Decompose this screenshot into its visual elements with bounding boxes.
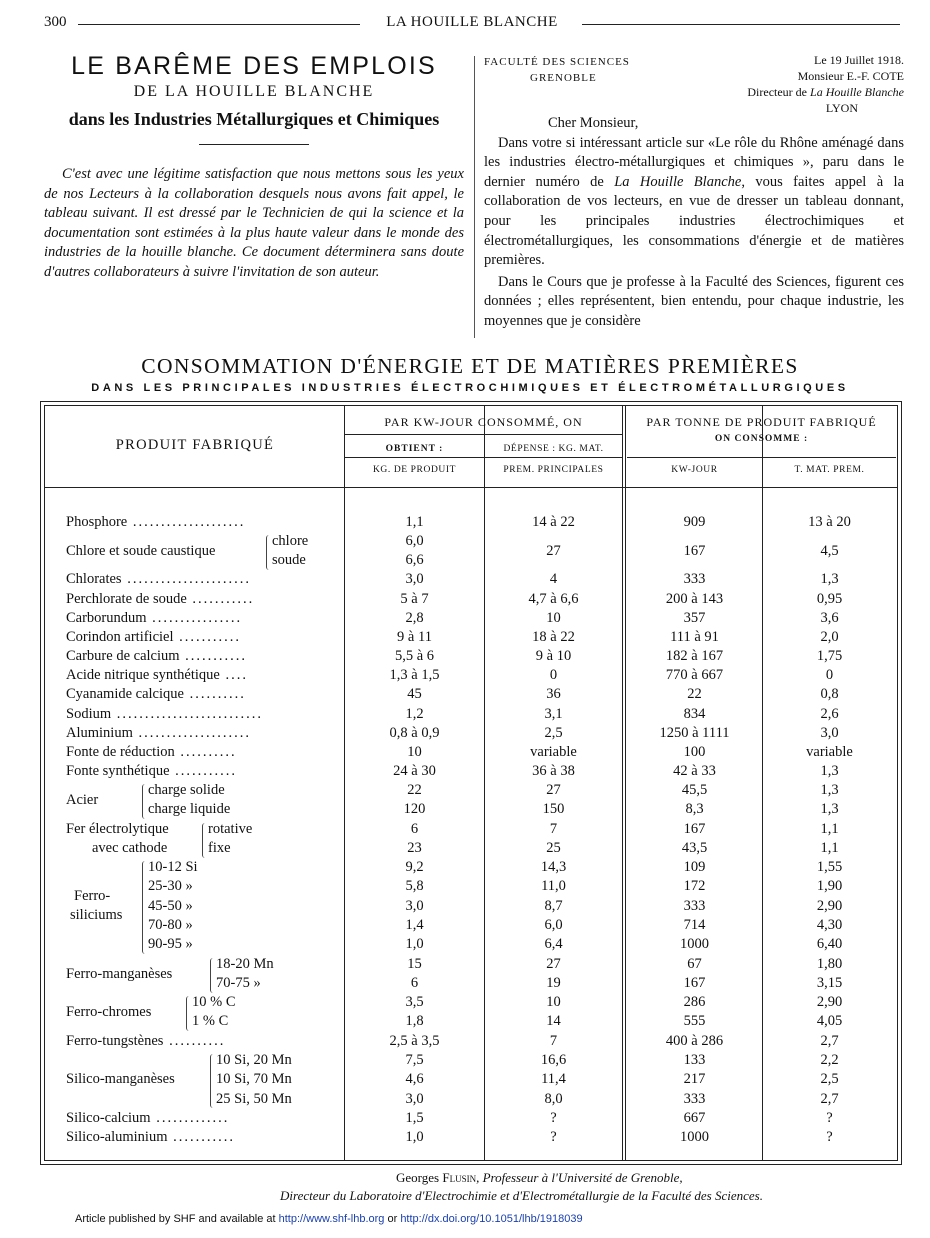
product-name — [66, 667, 248, 684]
cell-mat: 27 — [546, 542, 561, 559]
cell-mat: 6,0 — [544, 916, 563, 933]
product-label: Carborundum — [66, 610, 147, 626]
consumption-table — [40, 401, 902, 1165]
article-column — [44, 52, 464, 283]
product-name — [66, 571, 251, 588]
cell-mat: 25 — [546, 840, 561, 857]
cell-kwj: 8,3 — [685, 801, 704, 818]
cell-tmat: 1,1 — [820, 821, 839, 837]
table-title: CONSOMMATION D'ÉNERGIE ET DE MATIÈRES PREMIÈRES — [141, 354, 799, 378]
recipient-journal: La Houille Blanche — [810, 85, 904, 99]
letter-date: Le 19 Juillet 1918. — [814, 53, 904, 67]
cell-kwj: 1250 à 1111 — [659, 725, 730, 741]
cell-mat: 6,4 — [544, 936, 563, 953]
cell-tmat: 2,7 — [820, 1090, 839, 1107]
table-row — [40, 591, 896, 610]
cell-kwj: 400 à 286 — [665, 1033, 724, 1049]
cell-tmat: 2,2 — [820, 1052, 839, 1068]
table-row — [40, 571, 896, 590]
product-name — [66, 591, 254, 608]
cell-kwj: 167 — [683, 821, 706, 837]
cell-kg: 4,6 — [405, 1071, 424, 1088]
cell-tmat: 0,95 — [816, 591, 843, 607]
table-row — [40, 686, 896, 705]
cell-mat: 19 — [546, 975, 561, 992]
cell-tmat: 2,5 — [820, 1071, 839, 1088]
product-label: Silico-calcium — [66, 1110, 151, 1126]
cell-kwj: 200 à 143 — [665, 591, 724, 607]
header-g1c2-a: DÉPENSE : KG. MAT. — [503, 444, 604, 454]
cell-kg: 24 à 30 — [393, 763, 436, 779]
leader-dots: ............. — [150, 1110, 230, 1126]
sub-label: 10-12 Si — [148, 859, 198, 875]
cell-kwj: 111 à 91 — [670, 629, 719, 645]
cell-tmat: 1,3 — [820, 801, 839, 818]
cell-kwj: 167 — [683, 975, 706, 992]
brace-icon — [266, 535, 270, 570]
recipient: Monsieur E.-F. COTE — [797, 69, 904, 83]
cell-kwj: 667 — [683, 1110, 706, 1126]
cell-mat: 14 à 22 — [532, 514, 575, 530]
header-group1: PAR KW-JOUR CONSOMMÉ, ON — [384, 415, 583, 429]
author-last-name: Flusin — [442, 1170, 477, 1185]
table-row — [40, 706, 896, 725]
header-g2c2: T. MAT. PREM. — [794, 465, 865, 475]
product-name — [66, 744, 237, 761]
sub-label: 90-95 » — [148, 936, 193, 953]
footer-link-doi[interactable]: http://dx.doi.org/10.1051/lhb/1918039 — [400, 1213, 583, 1225]
cell-tmat: 1,3 — [820, 571, 839, 587]
cell-tmat: ? — [826, 1129, 833, 1145]
cell-kg: 3,0 — [405, 1090, 424, 1107]
cell-tmat: 1,3 — [820, 782, 839, 798]
leader-dots: ........... — [169, 763, 238, 779]
brace-icon — [210, 1054, 214, 1108]
faculty-name: FACULTÉ DES SCIENCES — [484, 56, 630, 68]
cell-tmat: 1,80 — [816, 956, 843, 972]
sub-label: fixe — [208, 840, 231, 857]
table-row — [40, 763, 896, 782]
header-group2-a: PAR TONNE DE PRODUIT FABRIQUÉ — [646, 415, 877, 429]
product-label: Carbure de calcium — [66, 648, 180, 664]
cell-tmat: 4,30 — [816, 916, 843, 933]
cell-kwj: 133 — [683, 1052, 706, 1068]
cell-kg: 1,5 — [405, 1110, 424, 1126]
table-row — [40, 994, 896, 1033]
header-group2-b: ON CONSOMME : — [714, 434, 809, 444]
cell-kwj: 172 — [683, 878, 706, 895]
cell-tmat: 1,1 — [820, 840, 839, 857]
cell-kg: 3,0 — [405, 571, 424, 587]
cell-mat: ? — [550, 1110, 557, 1126]
cell-mat: 18 à 22 — [532, 629, 575, 645]
cell-mat: 36 — [546, 686, 561, 702]
cell-mat: 8,0 — [544, 1090, 563, 1107]
table-row — [40, 956, 896, 995]
header-g1c1-a: OBTIENT : — [385, 444, 444, 454]
footer-middle: or — [384, 1213, 401, 1225]
sub-label: rotative — [208, 821, 253, 837]
product-name — [66, 1004, 151, 1021]
table-row — [40, 610, 896, 629]
author-lab: Directeur du Laboratoire d'Electrochimie et d'Electrométallurgie de la Faculté des Sciences. — [280, 1188, 763, 1203]
product-label: Ferro-tungstènes — [66, 1033, 164, 1049]
cell-tmat: 3,6 — [820, 610, 839, 626]
article-subtitle: DE LA HOUILLE BLANCHE — [133, 83, 375, 100]
table-row — [40, 859, 896, 956]
cell-tmat: 2,7 — [820, 1033, 839, 1049]
brace-icon — [202, 823, 206, 858]
group1-mid-rule — [345, 457, 622, 458]
cell-kwj: 182 à 167 — [665, 648, 724, 664]
product-label: Phosphore — [66, 514, 128, 530]
table-row — [40, 629, 896, 648]
sub-label: charge liquide — [148, 801, 231, 818]
product-label: Silico-aluminium — [66, 1129, 168, 1145]
recipient-role-prefix: Directeur de — [747, 85, 808, 99]
cell-kwj: 333 — [683, 571, 706, 587]
cell-kg: 3,5 — [405, 994, 424, 1010]
cell-kg: 15 — [407, 956, 422, 972]
leader-dots: .... — [219, 667, 248, 683]
cell-kg: 5,5 à 6 — [394, 648, 435, 664]
sub-label: 70-75 » — [216, 975, 261, 992]
product-name — [66, 648, 247, 665]
cell-tmat: 2,90 — [816, 994, 843, 1010]
cell-mat: 36 à 38 — [532, 763, 575, 779]
letter-body — [484, 114, 904, 332]
cell-kwj: 167 — [683, 542, 706, 559]
table-row — [40, 725, 896, 744]
letter-greeting: Cher Monsieur, — [548, 115, 639, 131]
cell-tmat: 3,15 — [816, 975, 843, 992]
header-g1c1-b: KG. DE PRODUIT — [372, 465, 457, 475]
cell-kg: 3,0 — [405, 897, 424, 914]
header-g2c1: KW-JOUR — [671, 465, 718, 475]
leader-dots: ........... — [186, 591, 255, 607]
table-row — [40, 1052, 896, 1110]
sub-label: chlore — [272, 533, 309, 549]
table-row — [40, 667, 896, 686]
table-row — [40, 648, 896, 667]
product-label: Ferro-manganèses — [66, 965, 173, 982]
product-label: Chlorates — [66, 571, 122, 587]
product-label: Fonte de réduction — [66, 744, 175, 760]
cell-kg: 5 à 7 — [400, 591, 429, 607]
table-row — [40, 821, 896, 860]
leader-dots: .................... — [132, 725, 251, 741]
cell-kg: 6 — [410, 975, 419, 992]
leader-dots: .......................... — [111, 706, 263, 722]
author-title: , Professeur à l'Université de Grenoble, — [476, 1170, 683, 1185]
product-label: Chlore et soude caustique — [66, 542, 216, 559]
table-row — [40, 533, 896, 572]
cell-mat: 11,0 — [541, 878, 566, 895]
recipient-role — [747, 84, 904, 100]
product-label: Silico-manganèses — [66, 1071, 175, 1088]
cell-mat: 150 — [542, 801, 565, 818]
table-subtitle: DANS LES PRINCIPALES INDUSTRIES ÉLECTROCHIMIQUES ET ÉLECTROMÉTALLURGIQUES — [91, 382, 849, 394]
cell-kg: 6,0 — [405, 533, 424, 549]
cell-tmat: 2,6 — [820, 706, 839, 722]
leader-dots: ........... — [179, 648, 248, 664]
cell-kg: 23 — [407, 840, 422, 857]
cell-tmat: 2,0 — [820, 629, 839, 645]
brace-icon — [142, 784, 146, 819]
cell-tmat: 6,40 — [816, 936, 843, 953]
product-label: Fonte synthétique — [66, 763, 170, 779]
cell-kwj: 42 à 33 — [673, 763, 716, 779]
leader-dots: .......... — [163, 1033, 226, 1049]
table-row — [40, 744, 896, 763]
table-row — [40, 514, 896, 533]
cell-kwj: 555 — [683, 1013, 706, 1030]
cell-tmat: 3,0 — [820, 725, 839, 741]
brace-icon — [186, 996, 190, 1031]
product-name — [66, 514, 245, 531]
cell-mat: 8,7 — [544, 897, 563, 914]
cell-mat: 7 — [549, 821, 558, 837]
cell-kwj: 770 à 667 — [665, 667, 724, 683]
cell-mat: 2,5 — [544, 725, 563, 741]
para1-journal: La Houille Blanche — [614, 173, 742, 190]
cell-mat: 4,7 à 6,6 — [528, 591, 579, 607]
signature-line-2 — [280, 1188, 763, 1204]
product-name — [66, 543, 215, 560]
table-row — [40, 1110, 896, 1129]
cell-kg: 1,1 — [405, 514, 424, 530]
cell-kg: 2,5 à 3,5 — [389, 1033, 440, 1049]
cell-kwj: 22 — [687, 686, 702, 702]
cell-kg: 7,5 — [405, 1052, 424, 1068]
cell-mat: variable — [530, 744, 577, 760]
cell-kg: 10 — [407, 744, 422, 760]
leader-dots: ................ — [146, 610, 243, 626]
cell-kg: 5,8 — [405, 878, 424, 895]
cell-kwj: 45,5 — [681, 782, 708, 798]
product-name — [66, 966, 172, 983]
brace-icon — [142, 861, 146, 954]
cell-tmat: 0 — [825, 667, 834, 683]
product-name — [66, 1071, 175, 1088]
cell-mat: 4 — [549, 571, 558, 587]
cell-tmat: 1,3 — [820, 763, 839, 779]
cell-kwj: 909 — [683, 514, 706, 530]
cell-kwj: 333 — [683, 897, 706, 914]
table-row — [40, 1129, 896, 1148]
product-name — [66, 725, 251, 742]
cell-mat: 3,1 — [544, 706, 563, 722]
product-name-2: avec cathode — [92, 840, 168, 857]
cell-kg: 1,3 à 1,5 — [389, 667, 440, 683]
leader-dots: ........... — [173, 629, 242, 645]
cell-tmat: 4,5 — [820, 542, 839, 559]
para1-text-b: , vous faites appel à la collaboration de vos lecteurs, en vue de dresser un tableau donnant, pour les principales industries électrochimiques et électrométallurgiques, les consommations d'énergie et de matières premières. — [484, 173, 904, 269]
sub-label: 45-50 » — [148, 897, 193, 914]
cell-tmat: 0,8 — [820, 686, 839, 702]
footer-link-shf[interactable]: http://www.shf-lhb.org — [278, 1213, 385, 1225]
cell-kg: 1,4 — [405, 916, 424, 933]
product-name — [66, 1110, 229, 1127]
cell-mat: 16,6 — [540, 1052, 567, 1068]
product-name: Ferro- — [74, 887, 111, 904]
cell-kwj: 43,5 — [681, 840, 708, 857]
cell-kg: 45 — [407, 686, 422, 702]
cell-tmat: 1,75 — [816, 648, 843, 664]
page-header — [44, 14, 900, 36]
letter-paragraph-2: Dans le Cours que je professe à la Faculté des Sciences, figurent ces données ; elles représentent, bien entendu, pour chaque industrie, les moyennes que je considère — [484, 273, 904, 329]
header-product: PRODUIT FABRIQUÉ — [115, 437, 275, 453]
product-label: Corindon artificiel — [66, 629, 174, 645]
leader-dots: .................... — [127, 514, 246, 530]
product-label: Sodium — [66, 706, 112, 722]
cell-kwj: 1000 — [680, 1129, 709, 1145]
table-row — [40, 1033, 896, 1052]
cell-kwj: 286 — [683, 994, 706, 1010]
footer-prefix: Article published by SHF and available at — [75, 1213, 279, 1225]
cell-kg: 2,8 — [405, 610, 424, 626]
product-label: Cyanamide calcique — [66, 686, 184, 702]
group2-rule — [627, 457, 896, 458]
letter-paragraph-1 — [484, 134, 904, 271]
sub-label: charge solide — [148, 782, 225, 798]
sub-label: 10 Si, 70 Mn — [216, 1071, 292, 1088]
editor-intro: C'est avec une légitime satisfaction que nous mettons sous les yeux de nos Lecteurs à la collaboration desquels nous avons fait appel, le tableau suivant. Il est dressé par le Technicien de qui la science et la documentation sont estimées à la plus haute valeur dans le monde des industries de la houille blanche. Ce document déterminera sans doute d'autres collaborateurs à suivre l'invitation de son auteur. — [44, 166, 464, 280]
table-row — [40, 782, 896, 821]
cell-kwj: 100 — [683, 744, 706, 760]
cell-mat: 10 — [546, 994, 561, 1010]
faculty-city: GRENOBLE — [530, 72, 597, 84]
product-name: Fer électrolytique — [66, 821, 169, 837]
product-name — [66, 629, 241, 646]
sub-label: 1 % C — [192, 1013, 229, 1030]
product-label: Aluminium — [66, 725, 133, 741]
cell-tmat: 2,90 — [816, 897, 843, 914]
title-rule — [199, 144, 309, 145]
cell-kg: 6 — [410, 821, 419, 837]
product-name — [66, 686, 246, 703]
cell-mat: 0 — [549, 667, 558, 683]
product-name — [66, 1129, 235, 1146]
cell-tmat: 13 à 20 — [808, 514, 851, 530]
cell-mat: 14,3 — [540, 859, 567, 875]
sub-label: 70-80 » — [148, 916, 193, 933]
cell-kg: 22 — [407, 782, 422, 798]
signature-line-1 — [396, 1170, 683, 1186]
cell-kg: 1,8 — [405, 1013, 424, 1030]
cell-kwj: 217 — [683, 1071, 706, 1088]
cell-kwj: 714 — [683, 916, 706, 933]
journal-title: LA HOUILLE BLANCHE — [386, 14, 558, 30]
cell-tmat: 1,55 — [816, 859, 843, 875]
leader-dots: .......... — [183, 686, 246, 702]
article-title: LE BARÊME DES EMPLOIS — [71, 52, 437, 80]
cell-kwj: 109 — [683, 859, 706, 875]
cell-kwj: 67 — [687, 956, 702, 972]
sub-label: 10 Si, 20 Mn — [216, 1052, 292, 1068]
cell-kg: 9 à 11 — [397, 629, 432, 645]
product-label: Acide nitrique synthétique — [66, 667, 220, 683]
cell-kg: 1,0 — [405, 936, 424, 953]
product-name — [66, 706, 263, 723]
cell-mat: 9 à 10 — [535, 648, 572, 664]
header-g1c2-b: PREM. PRINCIPALES — [503, 465, 604, 475]
header-rule-bottom — [45, 487, 897, 488]
cell-kg: 0,8 à 0,9 — [389, 725, 440, 741]
cell-mat: 7 — [549, 1033, 558, 1049]
cell-mat: ? — [550, 1129, 557, 1145]
sub-label: 25-30 » — [148, 878, 193, 895]
leader-dots: ...................... — [121, 571, 251, 587]
sub-label: 10 % C — [192, 994, 236, 1010]
sub-label: 25 Si, 50 Mn — [216, 1090, 292, 1107]
product-name — [66, 1033, 225, 1050]
product-name-2: siliciums — [70, 907, 123, 924]
product-label: Acier — [66, 791, 99, 808]
cell-kwj: 333 — [683, 1090, 706, 1107]
para1-text-a: Dans votre si intéressant article sur «Le rôle du Rhône aménagé dans les industries électro-métallurgiques et chimiques », paru dans le dernier numéro de — [484, 134, 904, 190]
cell-mat: 11,4 — [541, 1071, 566, 1088]
group1-rule — [345, 434, 622, 435]
product-name — [66, 610, 242, 627]
cell-kg: 9,2 — [405, 859, 424, 875]
cell-mat: 10 — [546, 610, 561, 626]
cell-kwj: 1000 — [680, 936, 709, 953]
faculty-block — [484, 54, 630, 86]
product-name — [66, 792, 98, 809]
address-block — [747, 52, 904, 116]
product-label: Ferro-chromes — [66, 1003, 152, 1020]
header-rule-right — [582, 24, 900, 25]
product-label: Perchlorate de soude — [66, 591, 187, 607]
brace-icon — [210, 958, 214, 993]
page-number: 300 — [44, 14, 67, 30]
author-first-name: Georges — [396, 1170, 440, 1185]
cell-tmat: variable — [806, 744, 853, 760]
leader-dots: .......... — [174, 744, 237, 760]
cell-tmat: 1,90 — [816, 878, 843, 895]
article-subtitle-2: dans les Industries Métallurgiques et Chimiques — [68, 109, 440, 129]
cell-kg: 120 — [403, 801, 426, 818]
cell-tmat: 4,05 — [816, 1013, 843, 1030]
cell-kwj: 357 — [683, 610, 706, 626]
cell-tmat: ? — [826, 1110, 833, 1126]
recipient-city: LYON — [825, 101, 858, 115]
cell-kg: 6,6 — [405, 552, 424, 569]
cell-kwj: 834 — [683, 706, 706, 722]
sub-label: 18-20 Mn — [216, 956, 274, 972]
column-separator — [474, 56, 475, 338]
footer — [75, 1213, 583, 1225]
cell-mat: 27 — [546, 956, 561, 972]
cell-kg: 1,0 — [405, 1129, 424, 1145]
product-name — [66, 763, 237, 780]
cell-mat: 14 — [546, 1013, 561, 1030]
sub-label: soude — [272, 552, 306, 569]
cell-kg: 1,2 — [405, 706, 424, 722]
cell-mat: 27 — [546, 782, 561, 798]
leader-dots: ........... — [167, 1129, 235, 1145]
